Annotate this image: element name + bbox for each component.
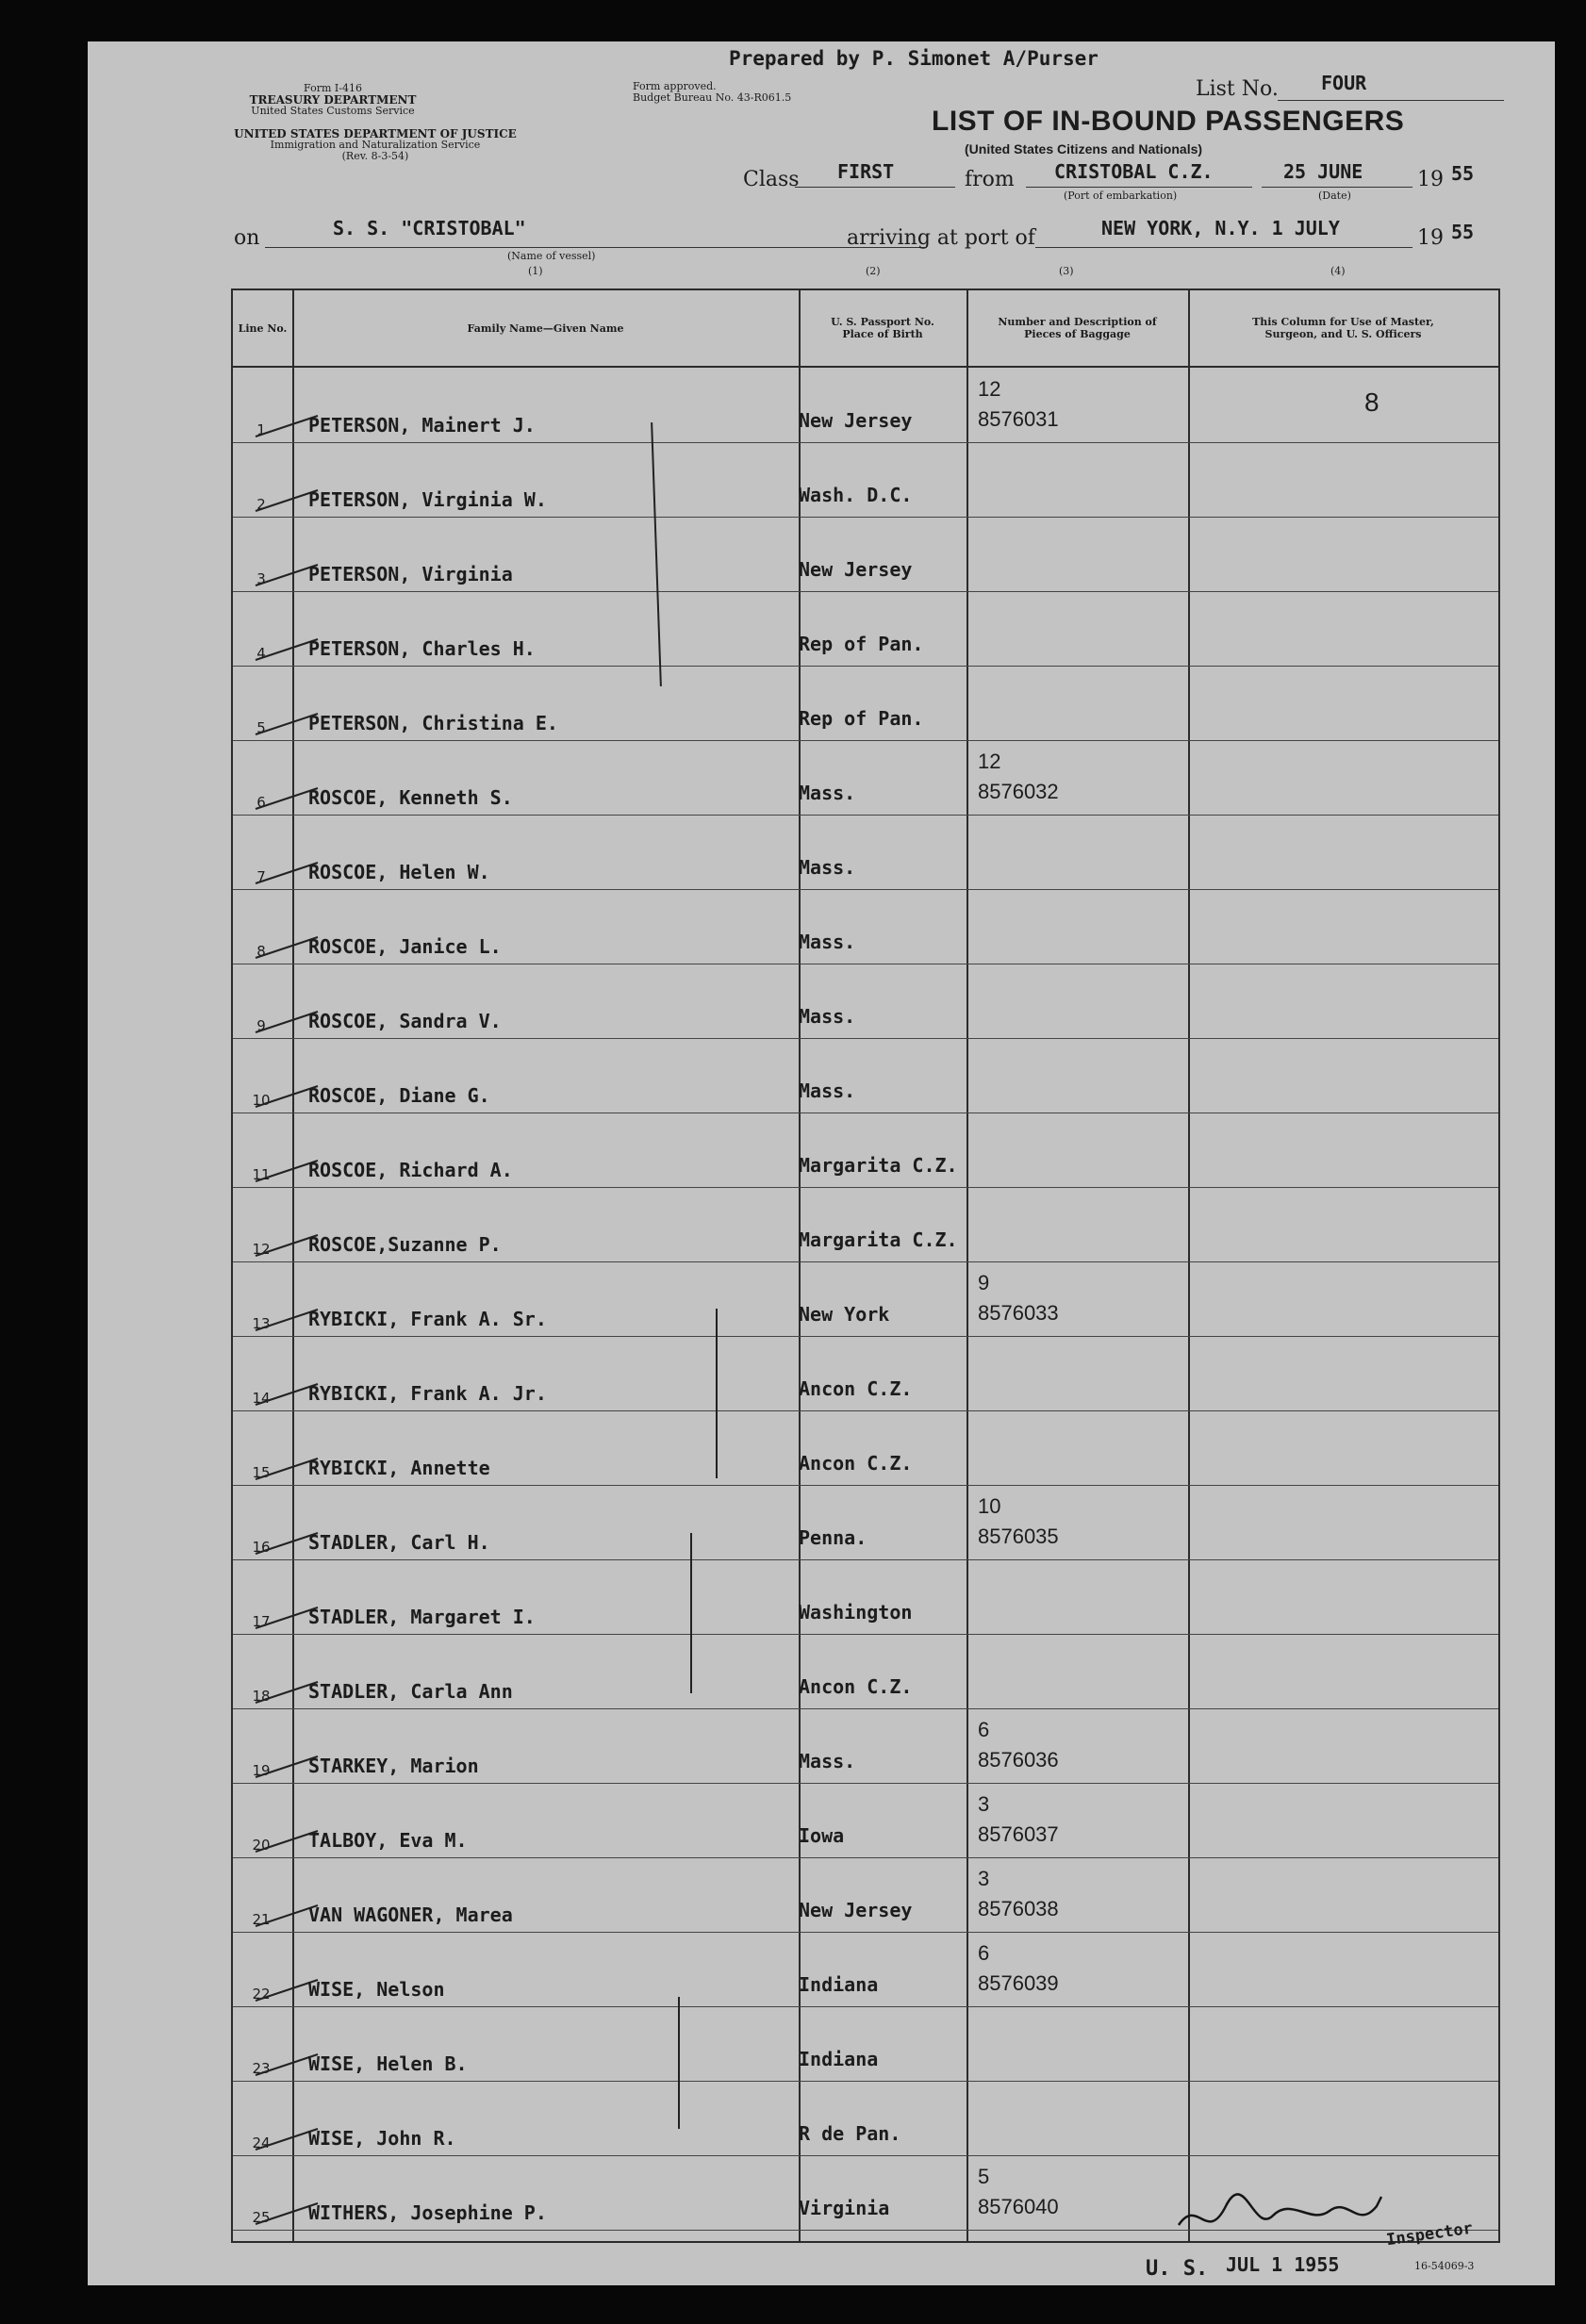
passenger-name: WISE, John R. bbox=[308, 2127, 456, 2150]
place-of-birth: Ancon C.Z. bbox=[799, 1377, 913, 1400]
table-row bbox=[233, 1038, 1498, 1113]
header-passport: U. S. Passport No. Place of Birth bbox=[831, 316, 934, 340]
table-row bbox=[233, 1261, 1498, 1337]
class-label: Class bbox=[743, 168, 800, 191]
header-baggage: Number and Description of Pieces of Baggage bbox=[998, 316, 1157, 340]
baggage-tag-number: 8576036 bbox=[978, 1748, 1059, 1772]
passenger-name: STADLER, Carla Ann bbox=[308, 1680, 513, 1703]
immigration-service: Immigration and Naturalization Service bbox=[270, 139, 481, 151]
list-no-value: FOUR bbox=[1321, 72, 1367, 94]
baggage-cell bbox=[978, 1492, 1059, 1552]
table-row bbox=[233, 666, 1498, 741]
passenger-name: STARKEY, Marion bbox=[308, 1755, 479, 1777]
list-no-label: List No. bbox=[1196, 77, 1279, 101]
customs-service: United States Customs Service bbox=[251, 105, 415, 117]
table-row bbox=[233, 591, 1498, 667]
place-of-birth: Rep of Pan. bbox=[799, 707, 924, 730]
passenger-name: PETERSON, Christina E. bbox=[308, 712, 558, 734]
document-title: LIST OF IN-BOUND PASSENGERS bbox=[932, 106, 1405, 137]
baggage-count: 9 bbox=[978, 1271, 990, 1294]
form-approved bbox=[633, 81, 791, 104]
place-of-birth: Iowa bbox=[799, 1824, 845, 1847]
header-name: Family Name—Given Name bbox=[467, 321, 624, 335]
column-1-marker: (1) bbox=[528, 265, 543, 277]
table-row bbox=[233, 740, 1498, 816]
document-subtitle: (United States Citizens and Nationals) bbox=[965, 141, 1203, 157]
line-number: 25 bbox=[252, 2209, 271, 2226]
baggage-count: 12 bbox=[978, 750, 1001, 773]
arriving-label: arriving at port of bbox=[847, 226, 1035, 250]
passenger-name: PETERSON, Charles H. bbox=[308, 637, 536, 660]
line-number: 11 bbox=[252, 1166, 271, 1183]
line-number: 19 bbox=[252, 1762, 271, 1779]
table-row bbox=[233, 964, 1498, 1039]
baggage-count: 6 bbox=[978, 1941, 990, 1965]
baggage-tag-number: 8576031 bbox=[978, 407, 1059, 431]
list-no-underline bbox=[1278, 100, 1504, 101]
line-number: 24 bbox=[252, 2134, 271, 2151]
baggage-cell bbox=[978, 374, 1059, 435]
passenger-table bbox=[231, 288, 1500, 2243]
place-of-birth: Rep of Pan. bbox=[799, 633, 924, 655]
table-row bbox=[233, 1708, 1498, 1784]
baggage-count: 3 bbox=[978, 1792, 990, 1816]
table-row bbox=[233, 442, 1498, 518]
date-caption: (Date) bbox=[1318, 190, 1351, 202]
baggage-tag-number: 8576038 bbox=[978, 1897, 1059, 1920]
line-number: 7 bbox=[256, 868, 266, 885]
place-of-birth: New Jersey bbox=[799, 1899, 913, 1921]
line-number: 14 bbox=[252, 1390, 271, 1407]
from-label: from bbox=[965, 168, 1015, 191]
form-agency-block bbox=[229, 83, 437, 117]
table-row bbox=[233, 1485, 1498, 1560]
place-of-birth: Indiana bbox=[799, 1973, 879, 1996]
embarkation-date: 25 JUNE bbox=[1283, 160, 1363, 183]
class-underline bbox=[795, 187, 955, 188]
baggage-cell bbox=[978, 1268, 1059, 1328]
baggage-cell bbox=[978, 1938, 1059, 1999]
place-of-birth: Mass. bbox=[799, 1005, 856, 1028]
baggage-tag-number: 8576040 bbox=[978, 2195, 1059, 2218]
revision-date: (Rev. 8-3-54) bbox=[341, 150, 409, 162]
place-of-birth: Ancon C.Z. bbox=[799, 1675, 913, 1698]
place-of-birth: Penna. bbox=[799, 1526, 867, 1549]
arrival-port-date: NEW YORK, N.Y. 1 JULY bbox=[1101, 217, 1340, 239]
stamp-date: JUL 1 1955 bbox=[1226, 2253, 1340, 2276]
table-row bbox=[233, 2081, 1498, 2156]
header-line-no: Line No. bbox=[238, 321, 288, 335]
passenger-name: RYBICKI, Frank A. Jr. bbox=[308, 1382, 547, 1405]
line-number: 4 bbox=[256, 645, 266, 662]
line-number: 3 bbox=[256, 570, 266, 587]
baggage-tag-number: 8576039 bbox=[978, 1971, 1059, 1995]
passenger-name: WISE, Helen B. bbox=[308, 2052, 468, 2075]
table-row bbox=[233, 1410, 1498, 1486]
place-of-birth: Washington bbox=[799, 1601, 913, 1624]
line-number: 9 bbox=[256, 1017, 266, 1034]
baggage-cell bbox=[978, 1715, 1059, 1775]
form-number: Form I-416 bbox=[304, 82, 362, 94]
passenger-name: PETERSON, Mainert J. bbox=[308, 414, 536, 437]
table-row bbox=[233, 1634, 1498, 1709]
passenger-name: PETERSON, Virginia bbox=[308, 563, 513, 585]
passenger-name: WISE, Nelson bbox=[308, 1978, 445, 2001]
line-number: 22 bbox=[252, 1986, 271, 2003]
line-number: 15 bbox=[252, 1464, 271, 1481]
baggage-count: 10 bbox=[978, 1494, 1001, 1518]
footer-stamp: U. S. bbox=[1146, 2257, 1209, 2281]
line-number: 13 bbox=[252, 1315, 271, 1332]
year-suffix: 55 bbox=[1451, 162, 1475, 185]
place-of-birth: Margarita C.Z. bbox=[799, 1228, 958, 1251]
column-4-marker: (4) bbox=[1330, 265, 1346, 277]
family-bracket bbox=[690, 1533, 692, 1693]
date-underline bbox=[1262, 187, 1413, 188]
line-number: 2 bbox=[256, 496, 266, 513]
year2-suffix: 55 bbox=[1451, 221, 1475, 243]
line-number: 18 bbox=[252, 1688, 271, 1705]
table-row bbox=[233, 1113, 1498, 1188]
inspector-stamp: Inspector bbox=[1385, 2218, 1475, 2250]
line-number: 20 bbox=[252, 1837, 271, 1854]
baggage-tag-number: 8576032 bbox=[978, 780, 1059, 803]
table-row bbox=[233, 2006, 1498, 2082]
table-row bbox=[233, 1187, 1498, 1262]
form-code: 16-54069-3 bbox=[1414, 2260, 1475, 2272]
baggage-cell bbox=[978, 1789, 1059, 1850]
baggage-count: 3 bbox=[978, 1867, 990, 1890]
treasury-department: TREASURY DEPARTMENT bbox=[249, 93, 417, 107]
baggage-tag-number: 8576035 bbox=[978, 1525, 1059, 1548]
table-row bbox=[233, 517, 1498, 592]
family-bracket bbox=[678, 1997, 680, 2129]
baggage-count: 6 bbox=[978, 1718, 990, 1741]
column-3-marker: (3) bbox=[1059, 265, 1074, 277]
baggage-cell bbox=[978, 747, 1059, 807]
vessel-caption: (Name of vessel) bbox=[507, 250, 596, 262]
passenger-name: TALBOY, Eva M. bbox=[308, 1829, 468, 1852]
table-row bbox=[233, 1783, 1498, 1858]
passenger-name: ROSCOE, Helen W. bbox=[308, 861, 490, 883]
passenger-name: STADLER, Carl H. bbox=[308, 1531, 490, 1554]
passenger-name: ROSCOE, Sandra V. bbox=[308, 1010, 502, 1032]
family-bracket bbox=[716, 1309, 718, 1478]
line-number: 17 bbox=[252, 1613, 271, 1630]
passenger-name: PETERSON, Virginia W. bbox=[308, 488, 547, 511]
passenger-name: ROSCOE, Richard A. bbox=[308, 1159, 513, 1181]
place-of-birth: Mass. bbox=[799, 1080, 856, 1102]
header-officers: This Column for Use of Master, Surgeon, and U. S. Officers bbox=[1252, 316, 1434, 340]
passenger-name: WITHERS, Josephine P. bbox=[308, 2201, 547, 2224]
line-number: 10 bbox=[252, 1092, 271, 1109]
baggage-tag-number: 8576033 bbox=[978, 1301, 1059, 1325]
passenger-name: ROSCOE, Kenneth S. bbox=[308, 786, 513, 809]
arrival-underline bbox=[1035, 247, 1413, 248]
from-value: CRISTOBAL C.Z. bbox=[1054, 160, 1214, 183]
justice-department: UNITED STATES DEPARTMENT OF JUSTICE bbox=[234, 127, 517, 140]
place-of-birth: Wash. D.C. bbox=[799, 484, 913, 506]
table-row bbox=[233, 889, 1498, 964]
table-row bbox=[233, 1559, 1498, 1635]
line-number: 12 bbox=[252, 1241, 271, 1258]
baggage-cell bbox=[978, 1864, 1059, 1924]
table-row bbox=[233, 1336, 1498, 1411]
place-of-birth: New Jersey bbox=[799, 558, 913, 581]
line-number: 23 bbox=[252, 2060, 271, 2077]
passenger-name: ROSCOE, Janice L. bbox=[308, 935, 502, 958]
place-of-birth: New York bbox=[799, 1303, 890, 1326]
justice-block bbox=[220, 128, 531, 162]
line-number: 5 bbox=[256, 719, 266, 736]
passenger-name: RYBICKI, Frank A. Sr. bbox=[308, 1308, 547, 1330]
passenger-name: RYBICKI, Annette bbox=[308, 1457, 490, 1479]
place-of-birth: Mass. bbox=[799, 856, 856, 879]
from-underline bbox=[1026, 187, 1252, 188]
table-row bbox=[233, 1932, 1498, 2007]
place-of-birth: Margarita C.Z. bbox=[799, 1154, 958, 1177]
class-value: FIRST bbox=[837, 160, 895, 183]
table-row bbox=[233, 815, 1498, 890]
table-row bbox=[233, 1857, 1498, 1933]
line-number: 16 bbox=[252, 1539, 271, 1556]
place-of-birth: R de Pan. bbox=[799, 2122, 901, 2145]
form-approved-label: Form approved. bbox=[633, 80, 717, 92]
baggage-tag-number: 8576037 bbox=[978, 1822, 1059, 1846]
line-number: 8 bbox=[256, 943, 266, 960]
year2-prefix: 19 bbox=[1417, 226, 1444, 250]
on-label: on bbox=[234, 226, 260, 250]
place-of-birth: Mass. bbox=[799, 931, 856, 953]
budget-bureau-number: Budget Bureau No. 43-R061.5 bbox=[633, 91, 792, 104]
passenger-name: STADLER, Margaret I. bbox=[308, 1606, 536, 1628]
passenger-name: ROSCOE, Diane G. bbox=[308, 1084, 490, 1107]
place-of-birth: Mass. bbox=[799, 1750, 856, 1772]
port-embarkation-caption: (Port of embarkation) bbox=[1064, 190, 1178, 202]
officer-note: 8 bbox=[1364, 387, 1379, 417]
line-number: 21 bbox=[252, 1911, 271, 1928]
place-of-birth: Indiana bbox=[799, 2048, 879, 2070]
place-of-birth: Virginia bbox=[799, 2197, 890, 2219]
line-number: 1 bbox=[256, 421, 266, 438]
baggage-count: 12 bbox=[978, 377, 1001, 401]
place-of-birth: Ancon C.Z. bbox=[799, 1452, 913, 1475]
vessel-underline bbox=[265, 247, 925, 248]
line-number: 6 bbox=[256, 794, 266, 811]
passenger-name: VAN WAGONER, Marea bbox=[308, 1904, 513, 1926]
place-of-birth: Mass. bbox=[799, 782, 856, 804]
column-2-marker: (2) bbox=[866, 265, 881, 277]
table-row bbox=[233, 368, 1498, 443]
passenger-name: ROSCOE,Suzanne P. bbox=[308, 1233, 502, 1256]
year-prefix: 19 bbox=[1417, 168, 1444, 191]
vessel-name: S. S. "CRISTOBAL" bbox=[333, 217, 526, 239]
place-of-birth: New Jersey bbox=[799, 409, 913, 432]
prepared-by: Prepared by P. Simonet A/Purser bbox=[729, 47, 1099, 70]
baggage-cell bbox=[978, 2162, 1059, 2222]
baggage-count: 5 bbox=[978, 2165, 990, 2188]
